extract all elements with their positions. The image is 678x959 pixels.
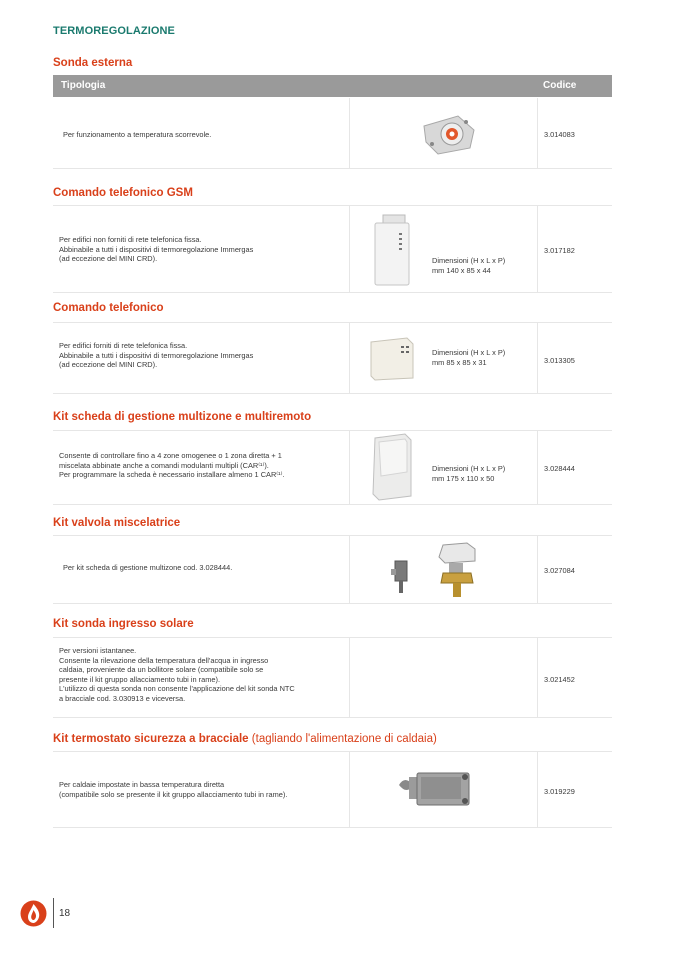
section-title-gsm: Comando telefonico GSM bbox=[53, 187, 193, 199]
section-title-valvola: Kit valvola miscelatrice bbox=[53, 517, 181, 529]
section-title-termostato: Kit termostato sicurezza a bracciale (tagliando l'alimentazione di caldaia) bbox=[53, 733, 437, 745]
dimensions: Dimensioni (H x L x P) mm 175 x 110 x 50 bbox=[432, 464, 506, 483]
dimensions: Dimensioni (H x L x P) mm 85 x 85 x 31 bbox=[432, 348, 506, 367]
chapter-title: TERMOREGOLAZIONE bbox=[53, 25, 175, 37]
phone-device-image bbox=[367, 332, 419, 384]
safety-thermostat-image bbox=[391, 767, 481, 813]
table-row bbox=[53, 535, 612, 604]
gsm-device-image bbox=[371, 213, 421, 289]
table-row bbox=[53, 205, 612, 293]
section-title-multizone: Kit scheda di gestione multizone e multiremoto bbox=[53, 411, 312, 423]
product-code: 3.028444 bbox=[544, 464, 575, 473]
page-number: 18 bbox=[59, 908, 71, 919]
table-row bbox=[53, 430, 612, 505]
row-description: Per funzionamento a temperatura scorrevole. bbox=[63, 130, 212, 139]
header-codice: Codice bbox=[543, 80, 577, 91]
table-row bbox=[53, 751, 612, 828]
brand-logo-icon bbox=[20, 900, 47, 927]
table-row bbox=[53, 637, 612, 718]
product-code: 3.013305 bbox=[544, 356, 575, 365]
table-row bbox=[53, 98, 612, 169]
row-description: Per caldaie impostate in bassa temperatura diretta (compatibile solo se presente il kit gruppo allacciamento tubi in rame). bbox=[59, 780, 288, 799]
product-code: 3.027084 bbox=[544, 566, 575, 575]
product-code: 3.017182 bbox=[544, 246, 575, 255]
section-title-sonda-esterna: Sonda esterna bbox=[53, 57, 133, 69]
section-title-comando-telefonico: Comando telefonico bbox=[53, 302, 164, 314]
table-header bbox=[53, 75, 612, 97]
dimensions: Dimensioni (H x L x P) mm 140 x 85 x 44 bbox=[432, 256, 506, 275]
row-description: Per edifici forniti di rete telefonica fissa. Abbinabile a tutti i dispositivi di termoregolazione Immergas (ad eccezione del MINI CRD). bbox=[59, 341, 254, 370]
row-description: Per versioni istantanee. Consente la rilevazione della temperatura dell'acqua in ingresso caldaia, proveniente da un bollitore solare (compatibile solo se presente il kit gruppo allacciamento tubi in rame). L'utilizzo di questa sonda non consente l'applicazione del kit sonda NTC a bracciale cod. 3.030913 e viceversa. bbox=[59, 646, 295, 703]
table-row bbox=[53, 322, 612, 394]
multizone-board-image bbox=[367, 432, 417, 502]
product-code: 3.021452 bbox=[544, 675, 575, 684]
row-description: Per edifici non forniti di rete telefonica fissa. Abbinabile a tutti i dispositivi di termoregolazione Immergas (ad eccezione del MINI CRD). bbox=[59, 235, 254, 264]
row-description: Consente di controllare fino a 4 zone omogenee o 1 zona diretta + 1 miscelata abbinate anche a comandi modulanti multipli (CAR⁽¹⁾). Per programmare la scheda è necessario installare almeno 1 CAR⁽¹⁾. bbox=[59, 451, 285, 480]
header-tipologia: Tipologia bbox=[61, 80, 106, 91]
product-code: 3.014083 bbox=[544, 130, 575, 139]
row-description: Per kit scheda di gestione multizone cod. 3.028444. bbox=[63, 563, 233, 572]
mixing-valve-image bbox=[389, 539, 489, 601]
page-number-divider bbox=[53, 898, 54, 928]
outdoor-sensor-image bbox=[418, 108, 478, 158]
section-title-sonda-solare: Kit sonda ingresso solare bbox=[53, 618, 194, 630]
product-code: 3.019229 bbox=[544, 787, 575, 796]
